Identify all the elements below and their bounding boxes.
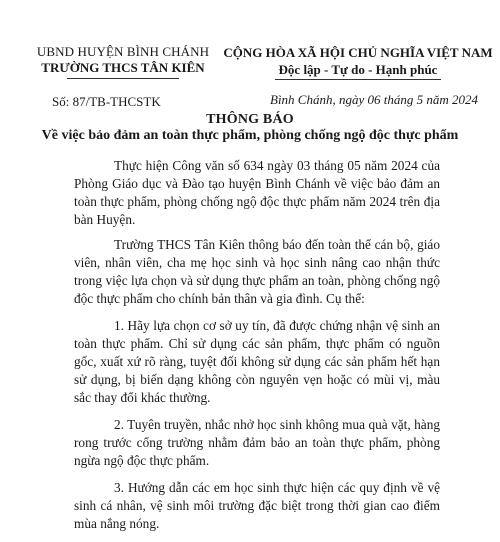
issuer-block bbox=[8, 44, 238, 79]
paragraph-item-1: 1. Hãy lựa chọn cơ sở uy tín, đã được chứng nhận vệ sinh an toàn thực phẩm. Chỉ sử dụng các sản phẩm, thực phẩm có nguồn gốc, xuất xứ rõ ràng, tuyệt đối không sử dụng các sản phẩm hết hạn sử dụng, bị biến dạng không còn nguyên vẹn hoặc có mùi vị, màu sắc thay đổi khác thường. bbox=[74, 318, 440, 405]
national-title: CỘNG HÒA XÃ HỘI CHỦ NGHĨA VIỆT NAM bbox=[223, 45, 493, 60]
paragraph-announcement: Trường THCS Tân Kiên thông báo đến toàn thể cán bộ, giáo viên, nhân viên, cha mẹ học sinh và học sinh nâng cao nhận thức trong việc lựa chọn và sử dụng thực phẩm an toàn, phòng chống ngộ độc thực phẩm cho chính bản thân và gia đình. Cụ thể: bbox=[74, 237, 440, 306]
paragraph-item-3: 3. Hướng dẫn các em học sinh thực hiện các quy định về vệ sinh cá nhân, vệ sinh môi trường đặc biệt trong thời gian cao điểm mùa nắng nóng. bbox=[74, 480, 440, 531]
document-number: Số: 87/TB-THCSTK bbox=[52, 94, 161, 109]
issuer-school: TRƯỜNG THCS TÂN KIÊN bbox=[41, 60, 205, 75]
paragraph-item-2: 2. Tuyên truyền, nhắc nhở học sinh không mua quà vặt, hàng rong trước cổng trường nhằm đảm bảo an toàn thực phẩm, phòng ngừa ngộ độc thực phẩm. bbox=[74, 417, 440, 468]
issuer-org: UBND HUYỆN BÌNH CHÁNH bbox=[36, 44, 210, 59]
national-motto: Độc lập - Tự do - Hạnh phúc bbox=[278, 62, 438, 77]
issuer-underline bbox=[67, 78, 179, 79]
document-type: THÔNG BÁO bbox=[206, 112, 294, 127]
national-block bbox=[216, 44, 500, 80]
document-subject: Về việc bảo đảm an toàn thực phẩm, phòng chống ngộ độc thực phẩm bbox=[41, 128, 459, 143]
motto-underline bbox=[275, 79, 441, 80]
paragraph-intro: Thực hiện Công văn số 634 ngày 03 tháng 05 năm 2024 của Phòng Giáo dục và Đào tạo huyện Bình Chánh về việc bảo đảm an toàn thực phẩm, phòng chống ngộ độc thực phẩm năm 2024 trên địa bàn Huyện. bbox=[74, 158, 440, 227]
document-body bbox=[74, 157, 440, 542]
place-date: Bình Chánh, ngày 06 tháng 5 năm 2024 bbox=[270, 92, 478, 107]
